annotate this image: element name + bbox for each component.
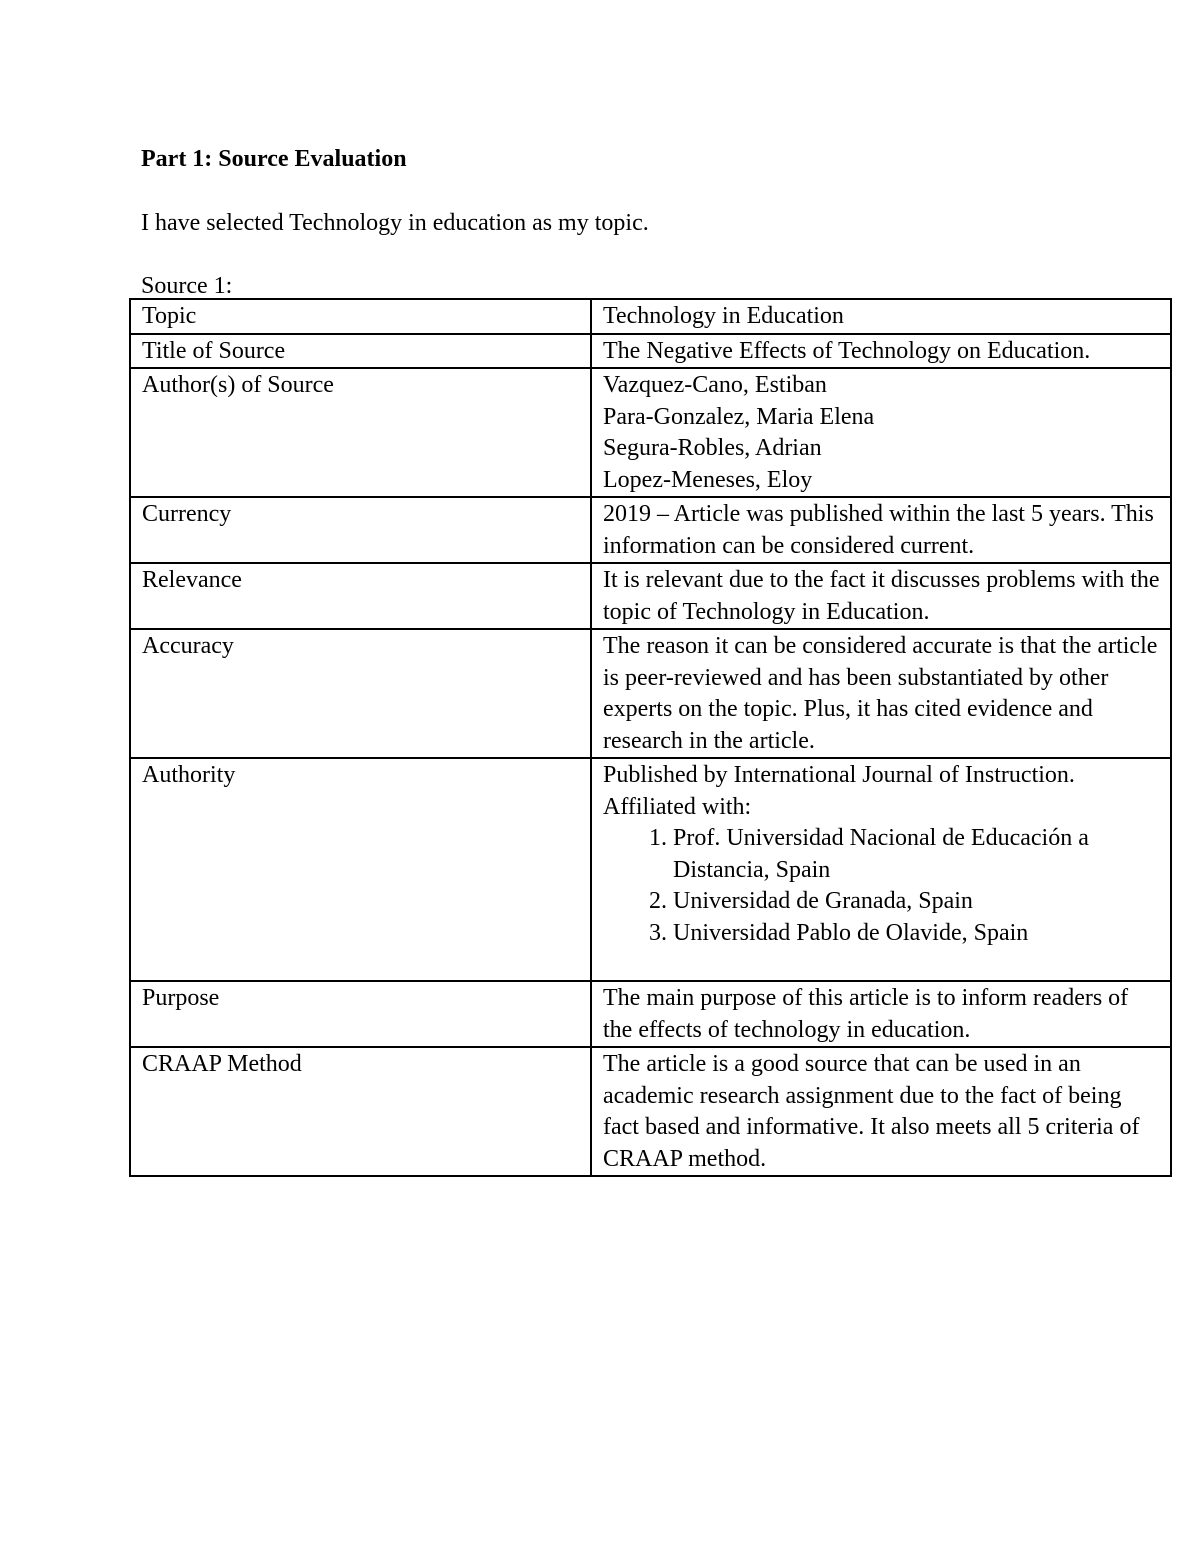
- list-item: 2. Universidad de Granada, Spain: [673, 886, 1160, 918]
- value-line: The main purpose of this article is to inform readers of the effects of technology in education.: [603, 985, 1129, 1043]
- value-line: It is relevant due to the fact it discusses problems with the topic of Technology in Education.: [603, 567, 1160, 625]
- table-row-relevance: [130, 563, 1171, 629]
- table-row-topic: [130, 299, 1171, 334]
- row-label: Purpose: [130, 981, 591, 1047]
- source-label: Source 1:: [141, 273, 233, 299]
- row-label: CRAAP Method: [130, 1047, 591, 1176]
- row-value: [591, 299, 1171, 334]
- row-label: Currency: [130, 497, 591, 563]
- table-row-accuracy: [130, 629, 1171, 758]
- list-item: 3. Universidad Pablo de Olavide, Spain: [673, 918, 1160, 950]
- row-label: Accuracy: [130, 629, 591, 758]
- row-value: [591, 629, 1171, 758]
- intro-text: I have selected Technology in education as my topic.: [141, 210, 649, 236]
- table-row-craap-method: [130, 1047, 1171, 1176]
- row-value: [591, 368, 1171, 497]
- value-line: Published by International Journal of Instruction.: [603, 762, 1075, 788]
- row-label: Topic: [130, 299, 591, 334]
- author-name: Lopez-Meneses, Eloy: [603, 466, 813, 493]
- author-name: Vazquez-Cano, Estiban: [603, 372, 827, 398]
- value-line: The article is a good source that can be used in an academic research assignment due to the fact of being fact based and informative. It also meets all 5 criteria of CRAAP method.: [603, 1051, 1140, 1172]
- row-value: [591, 497, 1171, 563]
- row-label: Authority: [130, 758, 591, 981]
- table-row-purpose: [130, 981, 1171, 1047]
- table-row-authors: [130, 368, 1171, 497]
- table-row-authority: [130, 758, 1171, 981]
- author-name: Para-Gonzalez, Maria Elena: [603, 403, 875, 430]
- row-value: [591, 563, 1171, 629]
- table-row-currency: [130, 497, 1171, 563]
- value-line: The Negative Effects of Technology on Education.: [603, 337, 1091, 364]
- blank-line: [603, 949, 1160, 980]
- list-item: 1. Prof. Universidad Nacional de Educación a Distancia, Spain: [673, 823, 1160, 886]
- value-line: 2019 – Article was published within the last 5 years. This information can be considered current.: [603, 501, 1154, 559]
- value-line: Technology in Education: [603, 303, 844, 329]
- row-label: Author(s) of Source: [130, 368, 591, 497]
- row-value: [591, 1047, 1171, 1176]
- row-value: [591, 334, 1171, 369]
- table-row-title: [130, 334, 1171, 369]
- value-line: The reason it can be considered accurate is that the article is peer-reviewed and has been substantiated by other experts on the topic. Plus, it has cited evidence and research in the article.: [603, 633, 1158, 754]
- row-value: [591, 981, 1171, 1047]
- section-heading: Part 1: Source Evaluation: [141, 146, 407, 172]
- source-evaluation-table: [129, 298, 1172, 1177]
- row-label: Relevance: [130, 563, 591, 629]
- row-label: Title of Source: [130, 334, 591, 369]
- author-name: Segura-Robles, Adrian: [603, 435, 822, 461]
- row-value: [591, 758, 1171, 981]
- affiliation-list: [603, 823, 1160, 949]
- value-line: Affiliated with:: [603, 793, 752, 820]
